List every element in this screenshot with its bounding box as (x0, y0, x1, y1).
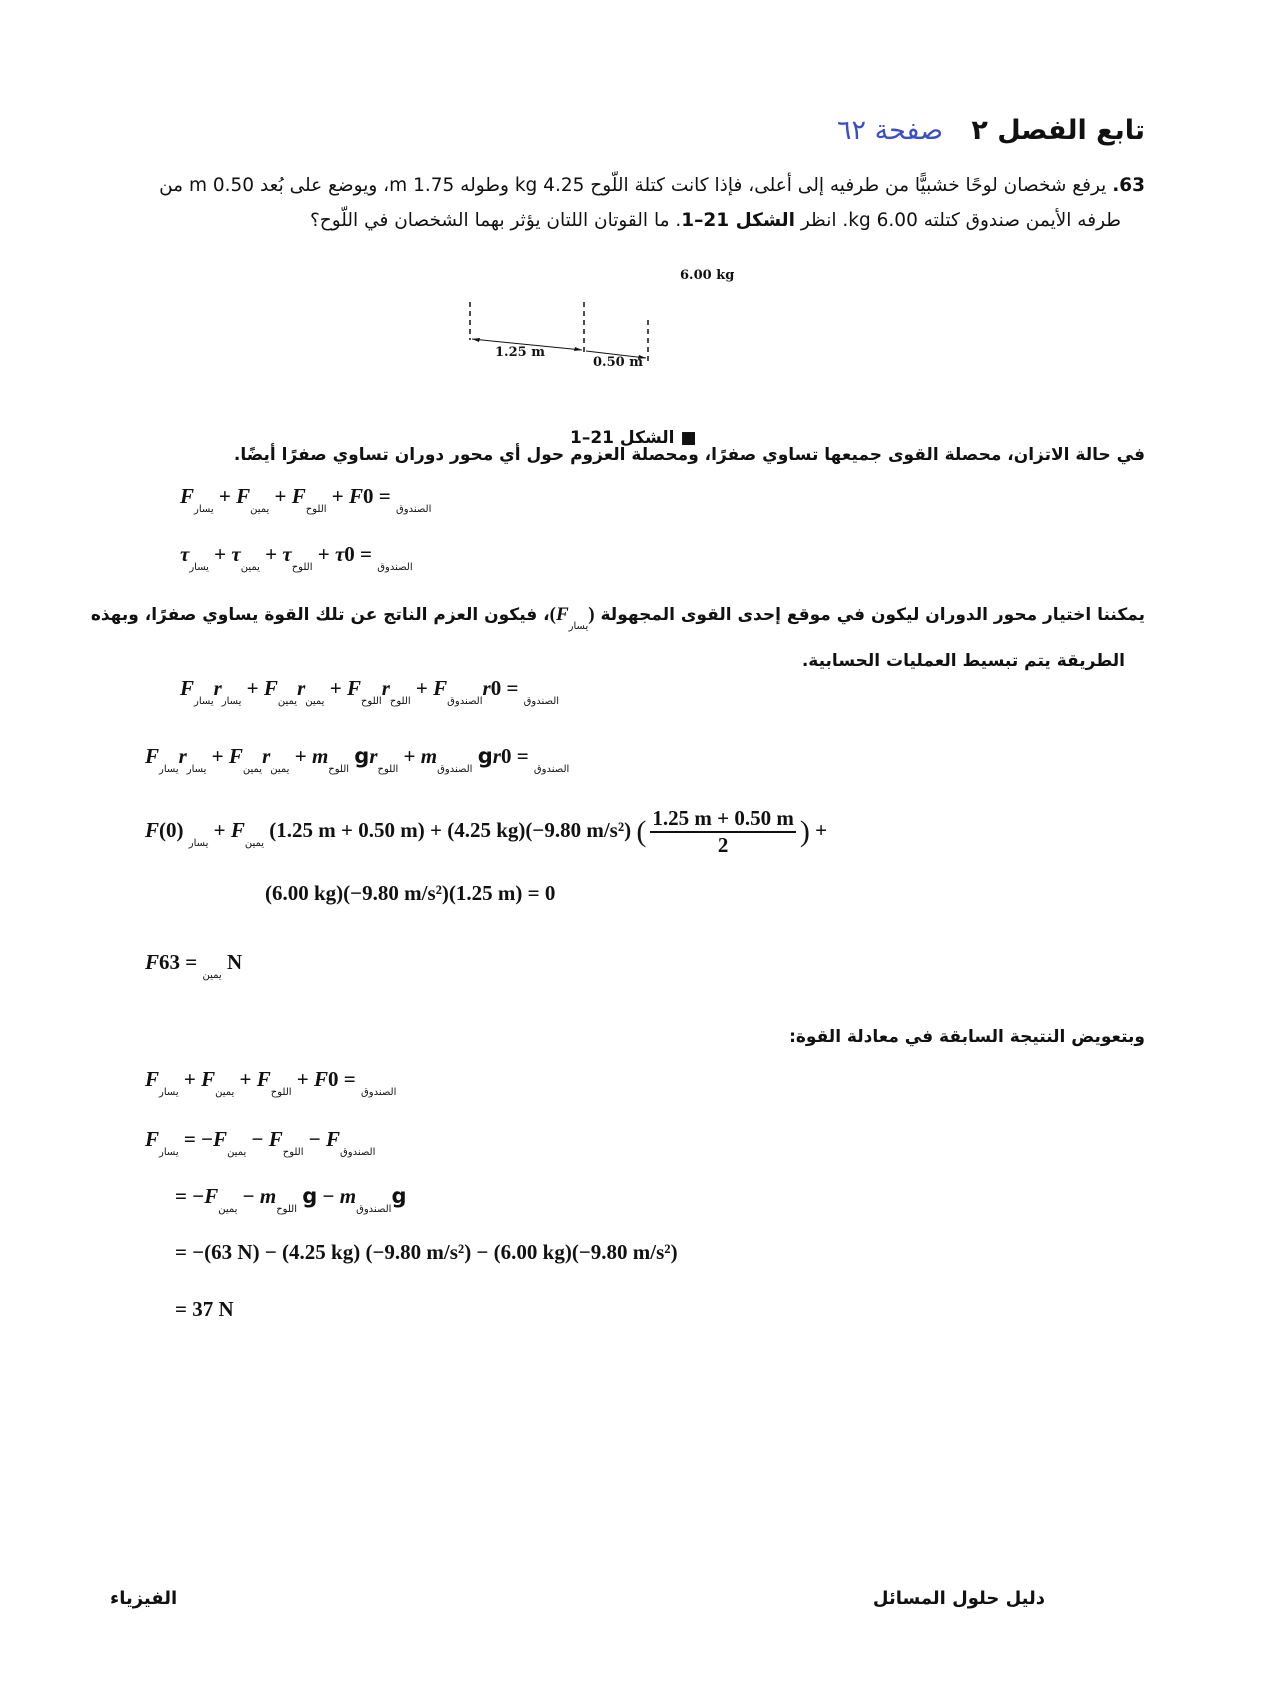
caption-marker: ■ (680, 428, 697, 448)
caption-text: الشكل 21–1 (570, 428, 675, 448)
problem-number: 63. (1112, 175, 1145, 196)
torque-sum-equation: $\tau_{يسار} + \tau_{يمين} + \tau_{اللوح} + \tau_{الصندوق} = 0$ (180, 542, 413, 573)
substitute-text: وبتعويض النتيجة السابقة في معادلة القوة: (789, 1027, 1145, 1047)
torque-substitution-equation: $F_{يسار}$ $(0) + F_{يمين}$ (1.25 m + 0.50 m) + (4.25 kg)(−9.80 m/s²) ( $\frac{1.25 m + 0.50 m}{2}$ ) + (145, 806, 828, 857)
left-length-label: 1.25 m (495, 345, 545, 360)
right-force-result: $F_{يمين} = 63$ N (145, 950, 243, 981)
arrow-head-left (472, 338, 480, 342)
problem-text-line2a: طرفه الأيمن صندوق كتلته 6.00 kg. انظر (794, 210, 1121, 231)
left-force-result: = 37 N (175, 1297, 234, 1321)
left-force-substitution: = −(63 N) − (4.25 kg) (−9.80 m/s²) − (6.00 kg)(−9.80 m/s²) (175, 1240, 678, 1264)
footer-book-title: دليل حلول المسائل (872, 1588, 1045, 1609)
pivot-text: يمكننا اختيار محور الدوران ليكون في موقع إحدى القوى المجهولة $(F_{يسار})،$ فيكون العزم الناتج عن تلك القوة يساوي صفرًا، وبهذه الطريقة يتم تبسيط العمليات الحسابية. (90, 604, 1145, 671)
force-sum-equation-2: $F_{يسار} + F_{يمين} + F_{اللوح} + F_{الصندوق} = 0$ (145, 1067, 397, 1098)
arrow-head-mid (574, 347, 582, 351)
lever-arm-fraction: $\frac{1.25 m + 0.50 m}{2}$ (652, 806, 794, 857)
torque-expanded-equation: $F_{يسار}r_{يسار} + F_{يمين}r_{يمين} + F_{اللوح}r_{اللوح} + F_{الصندوق}r_{الصندوق} = 0$ (180, 676, 560, 707)
board-diagram (460, 300, 700, 380)
problem-statement (105, 168, 1145, 238)
torque-substitution-continued: (6.00 kg)(−9.80 m/s²)(1.25 m) = 0 (265, 881, 556, 905)
figure-reference: الشكل 21–1 (681, 210, 795, 231)
page-title (837, 115, 1145, 146)
box-mass-label: 6.00 kg (680, 268, 735, 283)
force-sum-equation: $F_{يسار} + F_{يمين} + F_{اللوح} + F_{الصندوق} = 0$ (180, 484, 432, 515)
chapter-title: تابع الفصل ٢ (971, 115, 1145, 146)
torque-mass-equation: $F_{يسار}r_{يسار} + F_{يمين}r_{يمين} + m_{اللوح}$ $gr_{اللوح} + m_{الصندوق}$ $gr_{الصندوق} = 0$ (145, 744, 570, 775)
left-force-equation: $F_{يسار} = -F_{يمين} - F_{اللوح} - F_{الصندوق}$ (145, 1127, 376, 1158)
page-reference: صفحة ٦٢ (837, 115, 944, 146)
equilibrium-text: في حالة الاتزان، محصلة القوى جميعها تساوي صفرًا، ومحصلة العزوم حول أي محور دوران تساوي صفرًا أيضًا. (233, 445, 1145, 465)
footer-subject: الفيزياء (110, 1588, 178, 1609)
problem-text-line2b: . ما القوتان اللتان يؤثر بهما الشخصان في اللّوح؟ (309, 210, 682, 231)
problem-text-line1: يرفع شخصان لوحًا خشبيًّا من طرفيه إلى أعلى، فإذا كانت كتلة اللّوح 4.25 kg وطوله 1.75 m، ويوضع على بُعد 0.50 m من (159, 175, 1107, 196)
right-length-label: 0.50 m (593, 355, 643, 370)
left-force-mass-equation: = $-F_{يمين} - m_{اللوح}$ $g - m_{الصندوق}g$ (175, 1184, 407, 1215)
